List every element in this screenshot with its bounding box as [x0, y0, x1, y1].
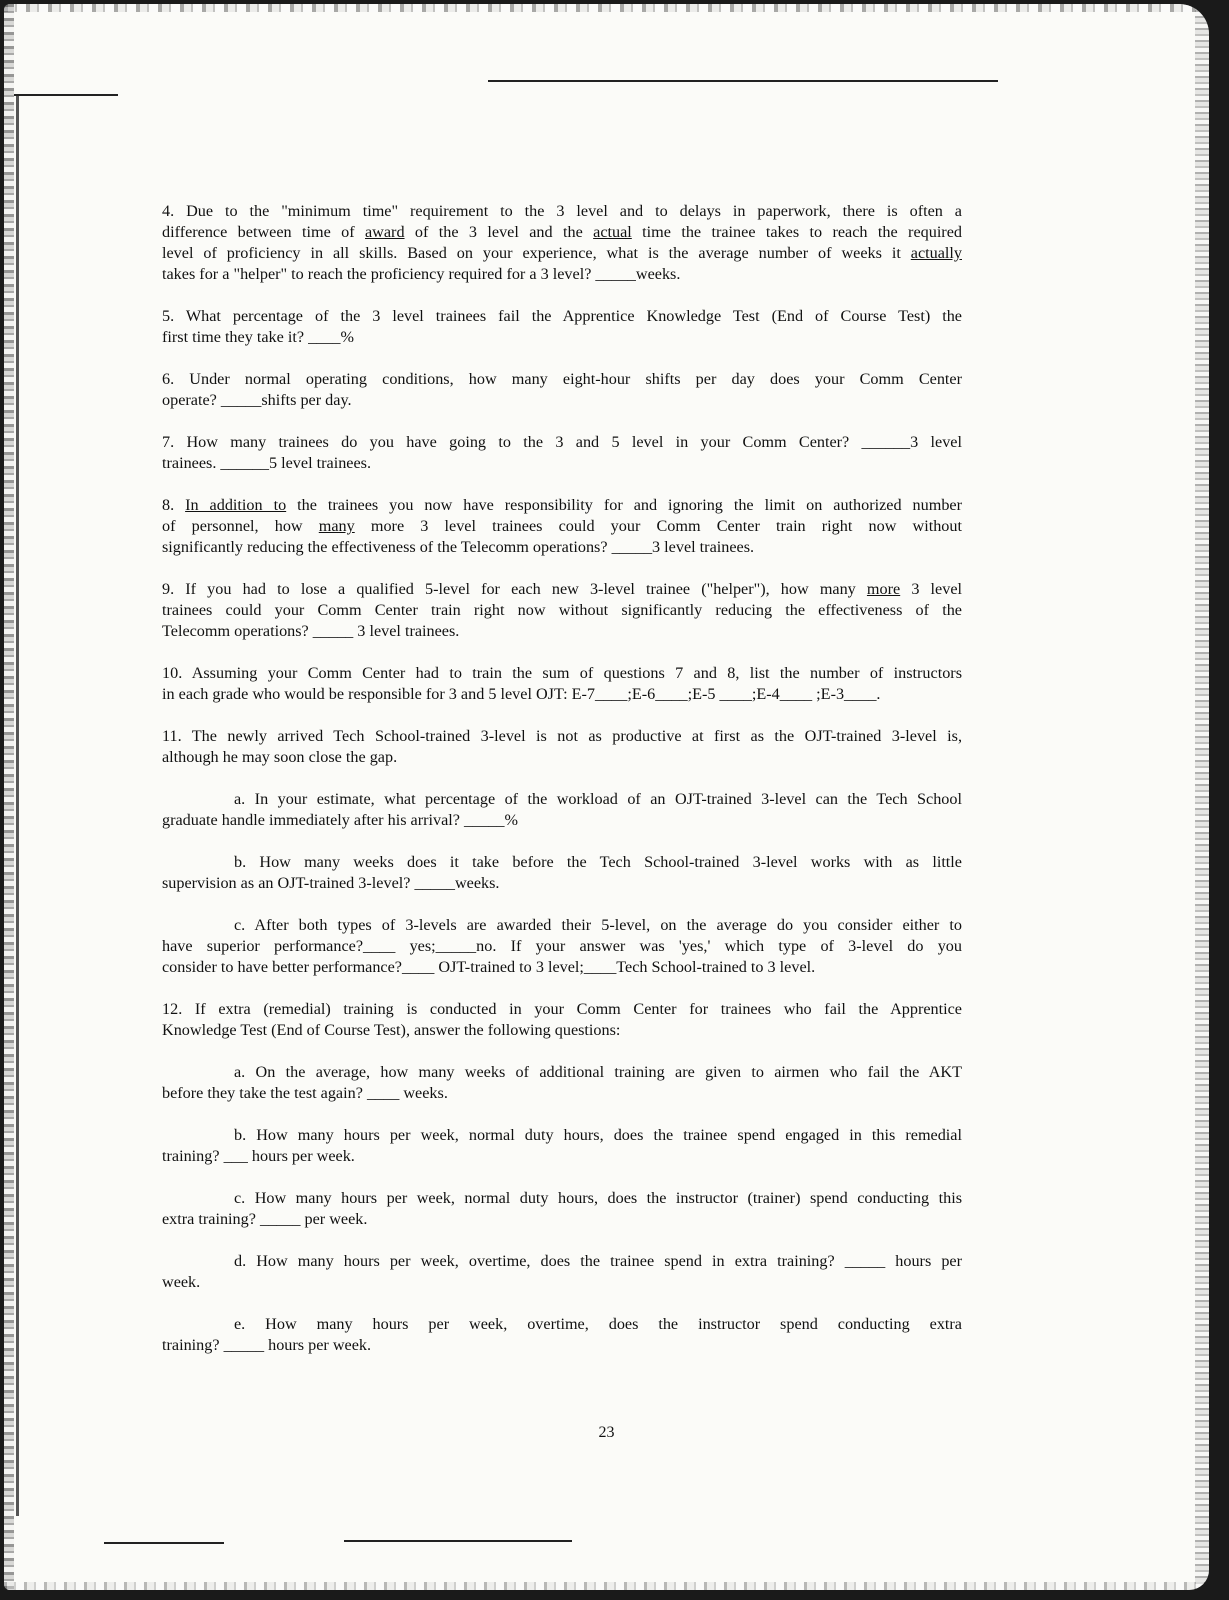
question-11b	[162, 852, 962, 894]
scan-edge-left	[4, 4, 14, 1590]
q5-line-1: 5. What percentage of the 3 level trainees fail the Apprentice Knowledge Test (End of Course Test) the	[162, 307, 962, 325]
question-10	[162, 663, 962, 705]
scan-rule-top-left	[14, 94, 118, 96]
question-4	[162, 201, 962, 285]
q4-line-2	[162, 222, 962, 243]
q4-text: difference between time of	[162, 223, 365, 241]
scan-rule-top-right	[488, 80, 998, 82]
scan-rule-bottom-left	[104, 1542, 224, 1544]
question-12a	[162, 1062, 962, 1104]
q8-emphasis-in-addition-to: In addition to	[185, 496, 287, 514]
scan-edge-top	[4, 4, 1209, 12]
q4-line-4: takes for a "helper" to reach the proficiency required for a 3 level? _____weeks.	[162, 265, 681, 283]
q8-line-2	[162, 516, 962, 537]
q4-text: level of proficiency in all skills. Based on your experience, what is the average number of weeks it	[162, 244, 911, 262]
question-12b	[162, 1125, 962, 1167]
scan-rule-bottom-center	[344, 1540, 572, 1542]
q4-text: time the trainee takes to reach the required	[631, 223, 962, 241]
q12d-line-2: week.	[162, 1273, 201, 1291]
question-5	[162, 306, 962, 348]
q11-line-1: 11. The newly arrived Tech School-trained 3-level is not as productive at first as the OJT-trained 3-level is,	[162, 727, 962, 745]
q11b-line-2: supervision as an OJT-trained 3-level? _____weeks.	[162, 874, 500, 892]
scan-edge-right	[1195, 4, 1209, 1590]
q7-line-1: 7. How many trainees do you have going to the 3 and 5 level in your Comm Center? ______3 level	[162, 433, 962, 451]
q11c-line-2: have superior performance?____ yes;_____no. If your answer was 'yes,' which type of 3-level do you	[162, 937, 962, 955]
question-11	[162, 726, 962, 768]
q4-emphasis-actually: actually	[910, 244, 962, 262]
question-6	[162, 369, 962, 411]
q4-emphasis-award: award	[365, 223, 405, 241]
question-12	[162, 999, 962, 1041]
q12c-line-1: c. How many hours per week, normal duty hours, does the instructor (trainer) spend conducting this	[234, 1189, 962, 1207]
question-11c	[162, 915, 962, 978]
question-12c	[162, 1188, 962, 1230]
q12-line-1: 12. If extra (remedial) training is conducted in your Comm Center for trainees who fail the Apprentice	[162, 1000, 962, 1018]
q9-line-1	[162, 579, 962, 600]
q12-line-2: Knowledge Test (End of Course Test), answer the following questions:	[162, 1021, 621, 1039]
question-12d	[162, 1251, 962, 1293]
scan-edge-bottom	[4, 1582, 1209, 1590]
scan-rule-left-margin	[16, 96, 19, 1516]
page-number: 23	[598, 1424, 615, 1441]
question-8	[162, 495, 962, 558]
q12b-line-1: b. How many hours per week, normal duty hours, does the trainee spend engaged in this remedial	[234, 1126, 962, 1144]
q10-line-2: in each grade who would be responsible for 3 and 5 level OJT: E-7____;E-6____;E-5 ____;E-4____ ;E-3____.	[162, 685, 881, 703]
q9-emphasis-more: more	[866, 580, 901, 598]
q9-line-2: trainees could your Comm Center train right now without significantly reducing the effectiveness of the	[162, 601, 962, 619]
q10-line-1: 10. Assuming your Comm Center had to train the sum of questions 7 and 8, list the number of instructors	[162, 664, 962, 682]
q9-line-3: Telecomm operations? _____ 3 level trainees.	[162, 622, 460, 640]
q4-text: of the 3 level and the	[404, 223, 594, 241]
q4-line-3	[162, 243, 962, 264]
q12c-line-2: extra training? _____ per week.	[162, 1210, 368, 1228]
q8-text: of personnel, how	[162, 517, 319, 535]
q11-line-2: although he may soon close the gap.	[162, 748, 398, 766]
q8-text: the trainees you now have responsibility for and ignoring the limit on authorized number	[286, 496, 962, 514]
q6-line-1: 6. Under normal operating conditions, how many eight-hour shifts per day does your Comm Center	[162, 370, 962, 388]
q12a-line-1: a. On the average, how many weeks of additional training are given to airmen who fail the AKT	[234, 1063, 962, 1081]
q5-line-2: first time they take it? ____%	[162, 328, 354, 346]
question-list	[162, 201, 962, 1377]
q11a-line-2: graduate handle immediately after his arrival? _____%	[162, 811, 518, 829]
q4-emphasis-actual: actual	[593, 223, 632, 241]
q8-text: more 3 level trainees could your Comm Center train right now without	[354, 517, 962, 535]
q12e-line-1: e. How many hours per week, overtime, does the instructor spend conducting extra	[234, 1315, 962, 1333]
q9-text: 3 level	[900, 580, 962, 598]
question-11a	[162, 789, 962, 831]
q6-line-2: operate? _____shifts per day.	[162, 391, 352, 409]
q7-line-2: trainees. ______5 level trainees.	[162, 454, 372, 472]
q12b-line-2: training? ___ hours per week.	[162, 1147, 355, 1165]
q11c-line-1: c. After both types of 3-levels are awarded their 5-level, on the average do you consider either to	[234, 916, 962, 934]
q8-text: 8.	[162, 496, 186, 514]
q11b-line-1: b. How many weeks does it take before the Tech School-trained 3-level works with as little	[234, 853, 962, 871]
q12e-line-2: training? _____ hours per week.	[162, 1336, 372, 1354]
q8-line-1	[162, 495, 962, 516]
q8-line-3: significantly reducing the effectiveness of the Telecomm operations? _____3 level trainees.	[162, 538, 755, 556]
question-7	[162, 432, 962, 474]
question-12e	[162, 1314, 962, 1356]
q11c-line-3: consider to have better performance?____ OJT-trained to 3 level;____Tech School-trained to 3 level.	[162, 958, 816, 976]
q9-text: 9. If you had to lose a qualified 5-level for each new 3-level trainee ("helper"), how many	[162, 580, 867, 598]
q12a-line-2: before they take the test again? ____ weeks.	[162, 1084, 448, 1102]
q8-emphasis-many: many	[318, 517, 355, 535]
q11a-line-1: a. In your estimate, what percentage of the workload of an OJT-trained 3-level can the Tech School	[234, 790, 962, 808]
document-page	[4, 4, 1209, 1590]
q4-line-1: 4. Due to the "minimum time" requirement to the 3 level and to delays in paperwork, there is often a	[162, 202, 962, 220]
question-9	[162, 579, 962, 642]
q12d-line-1: d. How many hours per week, overtime, does the trainee spend in extra training? _____ hours per	[234, 1252, 962, 1270]
